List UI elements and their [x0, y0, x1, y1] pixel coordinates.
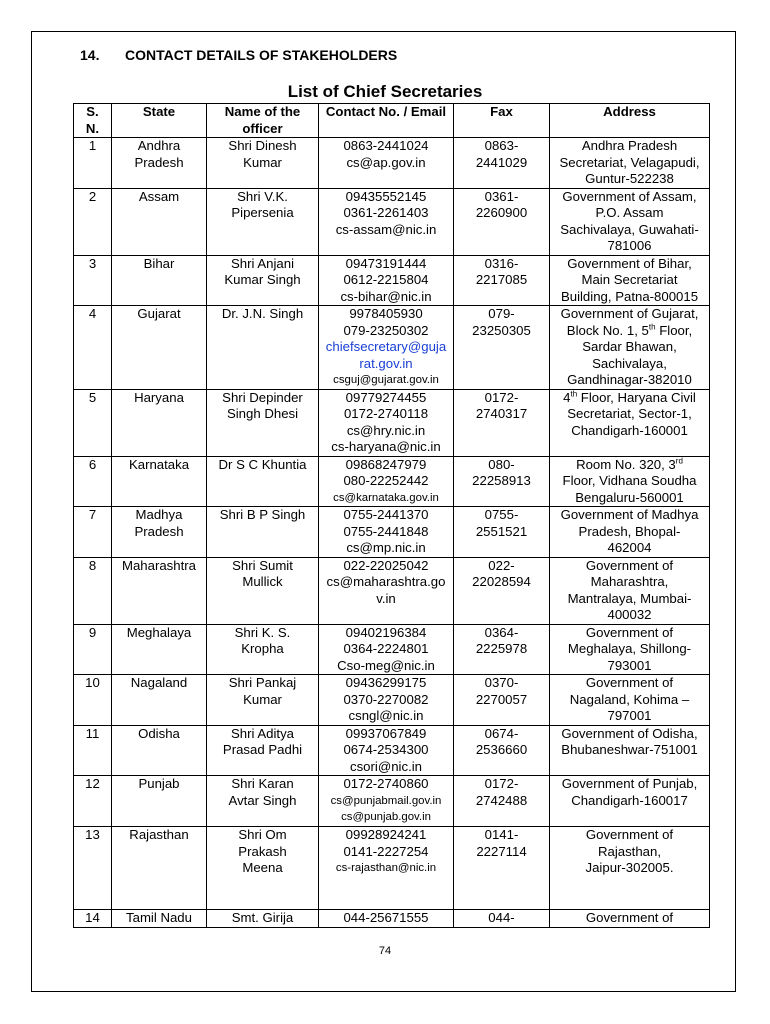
- cell-fax: 0172- 2742488: [454, 776, 550, 827]
- cell-sn: 7: [74, 507, 112, 558]
- cell-officer: Shri Depinder Singh Dhesi: [207, 389, 319, 456]
- table-row: [74, 624, 710, 675]
- section-number: 14.: [80, 47, 100, 63]
- cell-contact: 09436299175 0370-2270082 csngl@nic.in: [319, 675, 454, 726]
- cell-state: Nagaland: [112, 675, 207, 726]
- cell-contact: 0863-2441024 cs@ap.gov.in: [319, 138, 454, 189]
- cell-contact: 022-22025042 cs@maharashtra.go v.in: [319, 557, 454, 624]
- cell-address: Government of Nagaland, Kohima – 797001: [550, 675, 710, 726]
- cell-contact: 044-25671555: [319, 910, 454, 928]
- page-number: 74: [378, 945, 392, 957]
- cell-officer: Shri Pankaj Kumar: [207, 675, 319, 726]
- table-row: [74, 725, 710, 776]
- cell-officer: Shri B P Singh: [207, 507, 319, 558]
- cell-address: Room No. 320, 3rd Floor, Vidhana Soudha Bengaluru-560001: [550, 456, 710, 507]
- cell-contact: 09402196384 0364-2224801 Cso-meg@nic.in: [319, 624, 454, 675]
- cell-state: Odisha: [112, 725, 207, 776]
- cell-sn: 9: [74, 624, 112, 675]
- cell-state: Punjab: [112, 776, 207, 827]
- cell-address: Government of Punjab, Chandigarh-160017: [550, 776, 710, 827]
- header-officer: Name of the officer: [207, 104, 319, 138]
- cell-fax: 0141- 2227114: [454, 827, 550, 910]
- cell-fax: 044-: [454, 910, 550, 928]
- cell-contact: 09937067849 0674-2534300 csori@nic.in: [319, 725, 454, 776]
- cell-fax: 0361- 2260900: [454, 188, 550, 255]
- cell-contact: 0172-2740860 cs@punjabmail.gov.in cs@punjab.gov.in: [319, 776, 454, 827]
- cell-contact: 09435552145 0361-2261403 cs-assam@nic.in: [319, 188, 454, 255]
- cell-sn: 8: [74, 557, 112, 624]
- cell-sn: 1: [74, 138, 112, 189]
- cell-address: 4th Floor, Haryana Civil Secretariat, Sector-1, Chandigarh-160001: [550, 389, 710, 456]
- cell-state: Assam: [112, 188, 207, 255]
- table-row: [74, 456, 710, 507]
- table-row: [74, 827, 710, 910]
- cell-fax: 0755- 2551521: [454, 507, 550, 558]
- cell-sn: 3: [74, 255, 112, 306]
- table-row: [74, 776, 710, 827]
- cell-state: Maharashtra: [112, 557, 207, 624]
- cell-address: Government of Gujarat, Block No. 1, 5th Floor, Sardar Bhawan, Sachivalaya, Gandhinagar-382010: [550, 306, 710, 390]
- cell-fax: 022- 22028594: [454, 557, 550, 624]
- cell-address: Government of Meghalaya, Shillong- 793001: [550, 624, 710, 675]
- table-row: [74, 910, 710, 928]
- cell-fax: 0364- 2225978: [454, 624, 550, 675]
- cell-state: Tamil Nadu: [112, 910, 207, 928]
- cell-address: Government of Odisha, Bhubaneshwar-751001: [550, 725, 710, 776]
- cell-officer: Dr S C Khuntia: [207, 456, 319, 507]
- list-title: List of Chief Secretaries: [287, 82, 483, 101]
- table-row: [74, 138, 710, 189]
- cell-fax: 0863- 2441029: [454, 138, 550, 189]
- cell-officer: Shri Om Prakash Meena: [207, 827, 319, 910]
- cell-fax: 0316- 2217085: [454, 255, 550, 306]
- table-header-row: [74, 104, 710, 138]
- cell-contact: 0755-2441370 0755-2441848 cs@mp.nic.in: [319, 507, 454, 558]
- cell-address: Andhra Pradesh Secretariat, Velagapudi, Guntur-522238: [550, 138, 710, 189]
- cell-fax: 0172- 2740317: [454, 389, 550, 456]
- cell-fax: 0674- 2536660: [454, 725, 550, 776]
- cell-sn: 4: [74, 306, 112, 390]
- chief-secretaries-table: [73, 103, 710, 928]
- table-row: [74, 255, 710, 306]
- header-contact: Contact No. / Email: [319, 104, 454, 138]
- cell-address: Government of Bihar, Main Secretariat Building, Patna-800015: [550, 255, 710, 306]
- cell-officer: Shri Anjani Kumar Singh: [207, 255, 319, 306]
- email-link[interactable]: chiefsecretary@guja: [325, 339, 447, 354]
- cell-officer: Shri K. S. Kropha: [207, 624, 319, 675]
- cell-state: Rajasthan: [112, 827, 207, 910]
- cell-contact: 9978405930 079-23250302 chiefsecretary@guja rat.gov.in csguj@gujarat.gov.in: [319, 306, 454, 390]
- cell-sn: 13: [74, 827, 112, 910]
- header-fax: Fax: [454, 104, 550, 138]
- cell-contact: 09928924241 0141-2227254 cs-rajasthan@nic.in: [319, 827, 454, 910]
- cell-officer: Smt. Girija: [207, 910, 319, 928]
- cell-sn: 6: [74, 456, 112, 507]
- cell-state: Gujarat: [112, 306, 207, 390]
- cell-state: Andhra Pradesh: [112, 138, 207, 189]
- cell-officer: Dr. J.N. Singh: [207, 306, 319, 390]
- table-row: [74, 557, 710, 624]
- header-state: State: [112, 104, 207, 138]
- cell-address: Government of Rajasthan, Jaipur-302005.: [550, 827, 710, 910]
- cell-officer: Shri Karan Avtar Singh: [207, 776, 319, 827]
- cell-sn: 11: [74, 725, 112, 776]
- table-row: [74, 507, 710, 558]
- cell-officer: Shri V.K. Pipersenia: [207, 188, 319, 255]
- cell-address: Government of Assam, P.O. Assam Sachivalaya, Guwahati- 781006: [550, 188, 710, 255]
- cell-state: Madhya Pradesh: [112, 507, 207, 558]
- cell-state: Haryana: [112, 389, 207, 456]
- cell-state: Bihar: [112, 255, 207, 306]
- cell-contact: 09473191444 0612-2215804 cs-bihar@nic.in: [319, 255, 454, 306]
- section-title: CONTACT DETAILS OF STAKEHOLDERS: [125, 47, 398, 63]
- cell-sn: 12: [74, 776, 112, 827]
- cell-fax: 080- 22258913: [454, 456, 550, 507]
- email-link[interactable]: rat.gov.in: [359, 355, 413, 371]
- cell-fax: 079- 23250305: [454, 306, 550, 390]
- cell-sn: 2: [74, 188, 112, 255]
- cell-officer: Shri Sumit Mullick: [207, 557, 319, 624]
- cell-sn: 14: [74, 910, 112, 928]
- cell-fax: 0370- 2270057: [454, 675, 550, 726]
- cell-officer: Shri Aditya Prasad Padhi: [207, 725, 319, 776]
- cell-sn: 10: [74, 675, 112, 726]
- cell-address: Government of: [550, 910, 710, 928]
- header-address: Address: [550, 104, 710, 138]
- cell-officer: Shri Dinesh Kumar: [207, 138, 319, 189]
- table-row: [74, 389, 710, 456]
- section-heading: [80, 47, 397, 63]
- cell-address: Government of Maharashtra, Mantralaya, Mumbai- 400032: [550, 557, 710, 624]
- cell-state: Meghalaya: [112, 624, 207, 675]
- header-sn: S. N.: [74, 104, 112, 138]
- table-row: [74, 675, 710, 726]
- cell-sn: 5: [74, 389, 112, 456]
- cell-contact: 09779274455 0172-2740118 cs@hry.nic.in cs-haryana@nic.in: [319, 389, 454, 456]
- table-row: [74, 188, 710, 255]
- cell-address: Government of Madhya Pradesh, Bhopal- 462004: [550, 507, 710, 558]
- cell-state: Karnataka: [112, 456, 207, 507]
- cell-contact: 09868247979 080-22252442 cs@karnataka.gov.in: [319, 456, 454, 507]
- table-row: [74, 306, 710, 390]
